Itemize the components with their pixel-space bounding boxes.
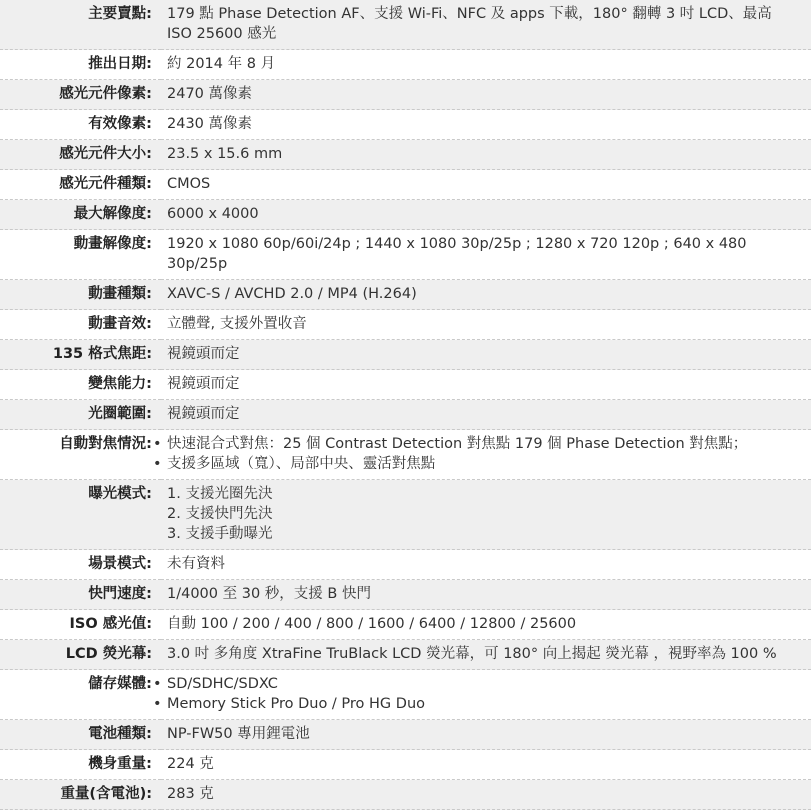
spec-label: 135 格式焦距: [52,346,152,362]
spec-label: 電池種類: [88,726,152,742]
spec-bullet-item: • Memory Stick Pro Duo / Pro HG Duo [167,694,805,714]
spec-value-line: ISO 25600 感光 [167,26,277,42]
spec-label: 重量(含電池): [60,786,152,802]
spec-bullet-item: • 支援多區域（寬）、局部中央、靈活對焦點 [167,454,805,474]
spec-value-line: 視鏡頭而定 [167,346,240,362]
spec-value-line: 3.0 吋 多角度 XtraFine TruBlack LCD 熒光幕，可 180° 向上揭起 熒光幕 ，視野率為 100 % [167,646,777,662]
spec-row [0,670,811,720]
spec-value-line: 自動 100 / 200 / 400 / 800 / 1600 / 6400 / 12800 / 25600 [167,616,577,632]
spec-row [0,580,811,610]
spec-label: 感光元件種類: [59,176,152,192]
spec-value [161,200,811,230]
spec-value [161,550,811,580]
spec-value-line: 283 克 [167,786,214,802]
spec-row [0,750,811,780]
spec-value-line: CMOS [167,176,211,192]
spec-value [161,170,811,200]
spec-value [161,50,811,80]
spec-row [0,780,811,810]
spec-value [161,670,811,720]
spec-label: 快門速度: [88,586,152,602]
spec-label: 曝光模式: [88,486,152,502]
spec-value-line: 2. 支援快門先決 [167,506,273,522]
spec-label: 動畫解像度: [73,236,152,252]
spec-value-line: 視鏡頭而定 [167,406,240,422]
spec-value [161,750,811,780]
spec-row [0,200,811,230]
spec-value-line: 3. 支援手動曝光 [167,526,273,542]
spec-label: 最大解像度: [73,206,152,222]
spec-value-line: 23.5 x 15.6 mm [167,146,283,162]
spec-value [161,430,811,480]
spec-value [161,480,811,550]
spec-row [0,720,811,750]
spec-row [0,400,811,430]
spec-row [0,280,811,310]
spec-row [0,550,811,580]
spec-label: 動畫音效: [88,316,152,332]
spec-row [0,230,811,280]
spec-value [161,310,811,340]
spec-value [161,400,811,430]
spec-label: 儲存媒體: [88,676,152,692]
spec-label: 主要賣點: [88,6,152,22]
spec-label: 感光元件大小: [59,146,152,162]
spec-value-line: 1920 x 1080 60p/60i/24p ; 1440 x 1080 30p/25p ; 1280 x 720 120p ; 640 x 480 30p/25p [167,236,747,272]
spec-row [0,430,811,480]
spec-label: 自動對焦情況: [59,436,152,452]
spec-row [0,480,811,550]
spec-label: 光圈範圍: [88,406,152,422]
spec-row [0,370,811,400]
spec-row [0,640,811,670]
spec-label: 推出日期: [88,56,152,72]
spec-value [161,340,811,370]
spec-value-line: 179 點 Phase Detection AF、支援 Wi-Fi、NFC 及 apps 下載，180° 翻轉 3 吋 LCD、最高 [167,6,772,22]
spec-label: 動畫種類: [88,286,152,302]
spec-label: 有效像素: [88,116,152,132]
spec-value [161,610,811,640]
spec-value [161,580,811,610]
spec-label: 場景模式: [88,556,152,572]
spec-value [161,780,811,810]
spec-value-line: NP-FW50 專用鋰電池 [167,726,310,742]
spec-row [0,80,811,110]
spec-value-line: 1/4000 至 30 秒，支援 B 快門 [167,586,371,602]
spec-value [161,140,811,170]
spec-row [0,0,811,50]
spec-row [0,170,811,200]
spec-bullet-list [153,674,805,714]
spec-bullet-item: • 快速混合式對焦：25 個 Contrast Detection 對焦點 179 個 Phase Detection 對焦點； [167,434,805,454]
spec-row [0,310,811,340]
spec-row [0,140,811,170]
spec-value [161,640,811,670]
spec-label: LCD 熒光幕: [65,646,152,662]
spec-value-line: 未有資料 [167,556,225,572]
spec-value-line: 立體聲, 支援外置收音 [167,316,307,332]
spec-value-line: 1. 支援光圈先決 [167,486,273,502]
spec-bullet-list [153,434,805,474]
spec-value-line: 6000 x 4000 [167,206,259,222]
spec-value [161,80,811,110]
spec-value [161,110,811,140]
spec-value-line: XAVC-S / AVCHD 2.0 / MP4 (H.264) [167,286,417,302]
spec-label: ISO 感光值: [69,616,152,632]
spec-bullet-item: • SD/SDHC/SDXC [167,674,805,694]
spec-label: 變焦能力: [88,376,152,392]
spec-value-line: 2430 萬像素 [167,116,253,132]
spec-row [0,610,811,640]
spec-value-line: 視鏡頭而定 [167,376,240,392]
spec-row [0,50,811,80]
spec-row [0,110,811,140]
spec-label: 感光元件像素: [59,86,152,102]
spec-row [0,340,811,370]
spec-value [161,0,811,50]
spec-value-line: 約 2014 年 8 月 [167,56,276,72]
spec-label: 機身重量: [88,756,152,772]
spec-value [161,720,811,750]
spec-value-line: 2470 萬像素 [167,86,253,102]
spec-value [161,280,811,310]
spec-value [161,370,811,400]
spec-value [161,230,811,280]
spec-value-line: 224 克 [167,756,214,772]
